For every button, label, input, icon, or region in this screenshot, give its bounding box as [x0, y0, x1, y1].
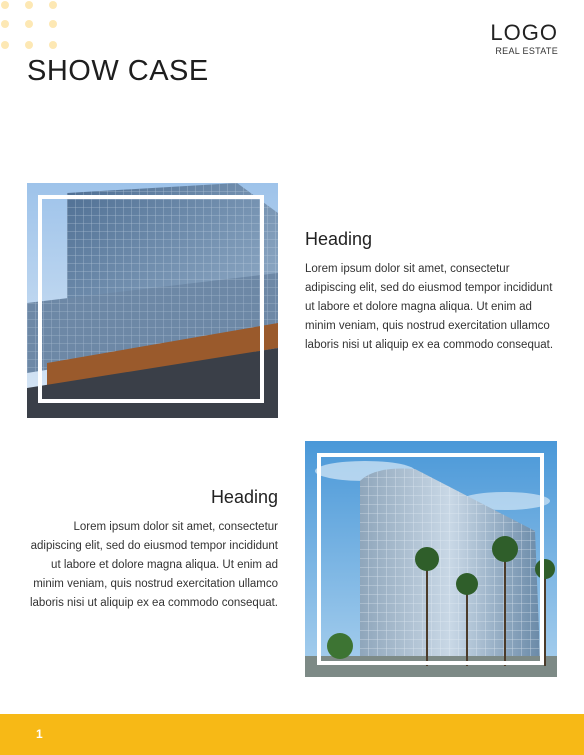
- logo-main-text: LOGO: [490, 20, 558, 45]
- page-title: SHOW CASE: [27, 55, 209, 87]
- text-block-2: [20, 487, 278, 613]
- text-block-1: [305, 229, 563, 355]
- decorative-dot-grid: [0, 0, 60, 60]
- photo-frame-2: [317, 453, 544, 665]
- logo: [490, 22, 558, 56]
- block-paragraph-1: Lorem ipsum dolor sit amet, consectetur adipiscing elit, sed do eiusmod tempor incididunt ut labore et dolore magna aliqua. Ut enim ad minim veniam, quis nostrud exercitation ullamco laboris nisi ut aliquip ex ea commodo consequat.: [305, 263, 554, 351]
- logo-sub-text: REAL ESTATE: [495, 46, 558, 56]
- photo-frame-1: [38, 195, 264, 403]
- block-paragraph-2: Lorem ipsum dolor sit amet, consectetur adipiscing elit, sed do eiusmod tempor incididunt ut labore et dolore magna aliqua. Ut enim ad minim veniam, quis nostrud exercitation ullamco laboris nisi ut aliquip ex ea commodo consequat.: [29, 521, 278, 609]
- block-heading-1: Heading: [305, 229, 373, 249]
- footer-bar: [0, 714, 584, 755]
- block-heading-2: Heading: [210, 487, 278, 507]
- page-number: 1: [36, 727, 43, 741]
